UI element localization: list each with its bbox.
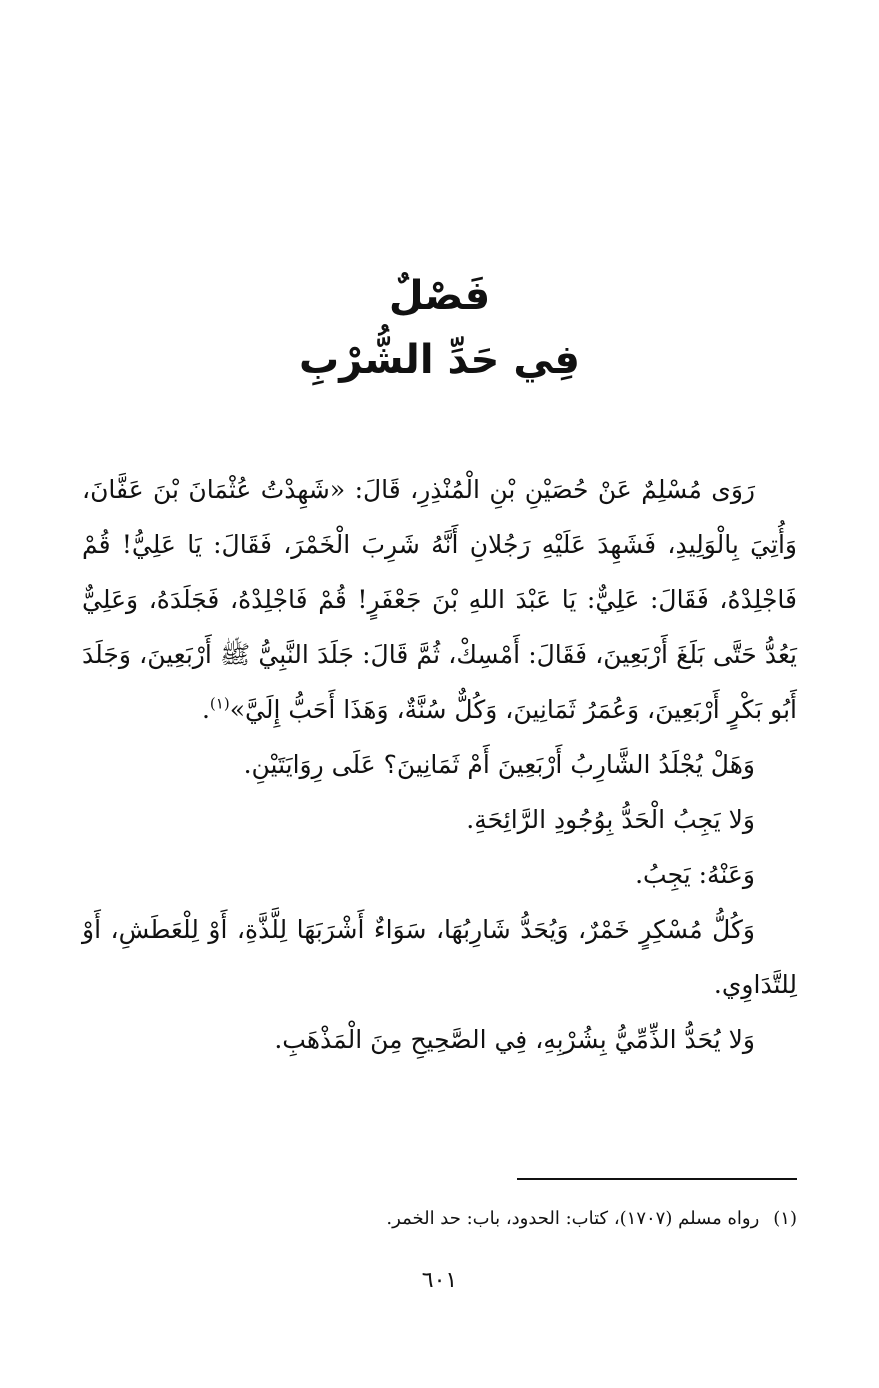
paragraph-smell: وَلا يَجِبُ الْحَدُّ بِوُجُودِ الرَّائِحَةِ. bbox=[466, 805, 755, 834]
section-heading: فَصْلٌ bbox=[388, 273, 491, 319]
footnote-text: رواه مسلم (١٧٠٧)، كتاب: الحدود، باب: حد الخمر. bbox=[386, 1208, 760, 1229]
footnote-reference[interactable]: (١) bbox=[209, 694, 230, 713]
paragraph-hadith bbox=[82, 462, 797, 737]
paragraph-every-intoxicant: وَكُلُّ مُسْكِرٍ خَمْرٌ، وَيُحَدُّ شَارِبُهَا، سَوَاءٌ أَشْرَبَهَا لِلَّذَّةِ، أَوْ لِلْعَطَشِ، أَوْ لِلتَّدَاوِي. bbox=[82, 915, 797, 999]
body-text bbox=[82, 462, 797, 1067]
footnote bbox=[82, 1205, 797, 1233]
paragraph-hadith-text: رَوَى مُسْلِمٌ عَنْ حُصَيْنِ بْنِ الْمُنْذِرِ، قَالَ: «شَهِدْتُ عُثْمَانَ بْنَ عَفَّانَ، وَأُتِيَ بِالْوَلِيدِ، فَشَهِدَ عَلَيْهِ رَجُلانِ أَنَّهُ شَرِبَ الْخَمْرَ، فَقَالَ: يَا عَلِيُّ! قُمْ فَاجْلِدْهُ، فَقَالَ: عَلِيٌّ: يَا عَبْدَ اللهِ بْنَ جَعْفَرٍ! قُمْ فَاجْلِدْهُ، فَجَلَدَهُ، وَعَلِيٌّ يَعُدُّ حَتَّى بَلَغَ أَرْبَعِينَ، فَقَالَ: أَمْسِكْ، ثُمَّ قَالَ: جَلَدَ النَّبِيُّ ﷺ أَرْبَعِينَ، وَجَلَدَ أَبُو بَكْرٍ أَرْبَعِينَ، وَعُمَرُ ثَمَانِينَ، وَكُلٌّ سُنَّةٌ، وَهَذَا أَحَبُّ إِلَيَّ» bbox=[82, 475, 797, 724]
footnote-divider bbox=[517, 1178, 797, 1180]
page-number: ٦٠١ bbox=[421, 1268, 458, 1293]
paragraph-hadith-tail: . bbox=[201, 695, 210, 724]
section-subheading: فِي حَدِّ الشُّرْبِ bbox=[299, 337, 580, 383]
paragraph-dhimmi: وَلا يُحَدُّ الذِّمِّيُّ بِشُرْبِهِ، فِي الصَّحِيحِ مِنَ الْمَذْهَبِ. bbox=[274, 1025, 755, 1054]
footnote-number: (١) bbox=[773, 1208, 797, 1229]
paragraph-alternate-narration: وَعَنْهُ: يَجِبُ. bbox=[635, 860, 755, 889]
paragraph-number-of-lashes: وَهَلْ يُجْلَدُ الشَّارِبُ أَرْبَعِينَ أَمْ ثَمَانِينَ؟ عَلَى رِوَايَتَيْنِ. bbox=[243, 750, 755, 779]
